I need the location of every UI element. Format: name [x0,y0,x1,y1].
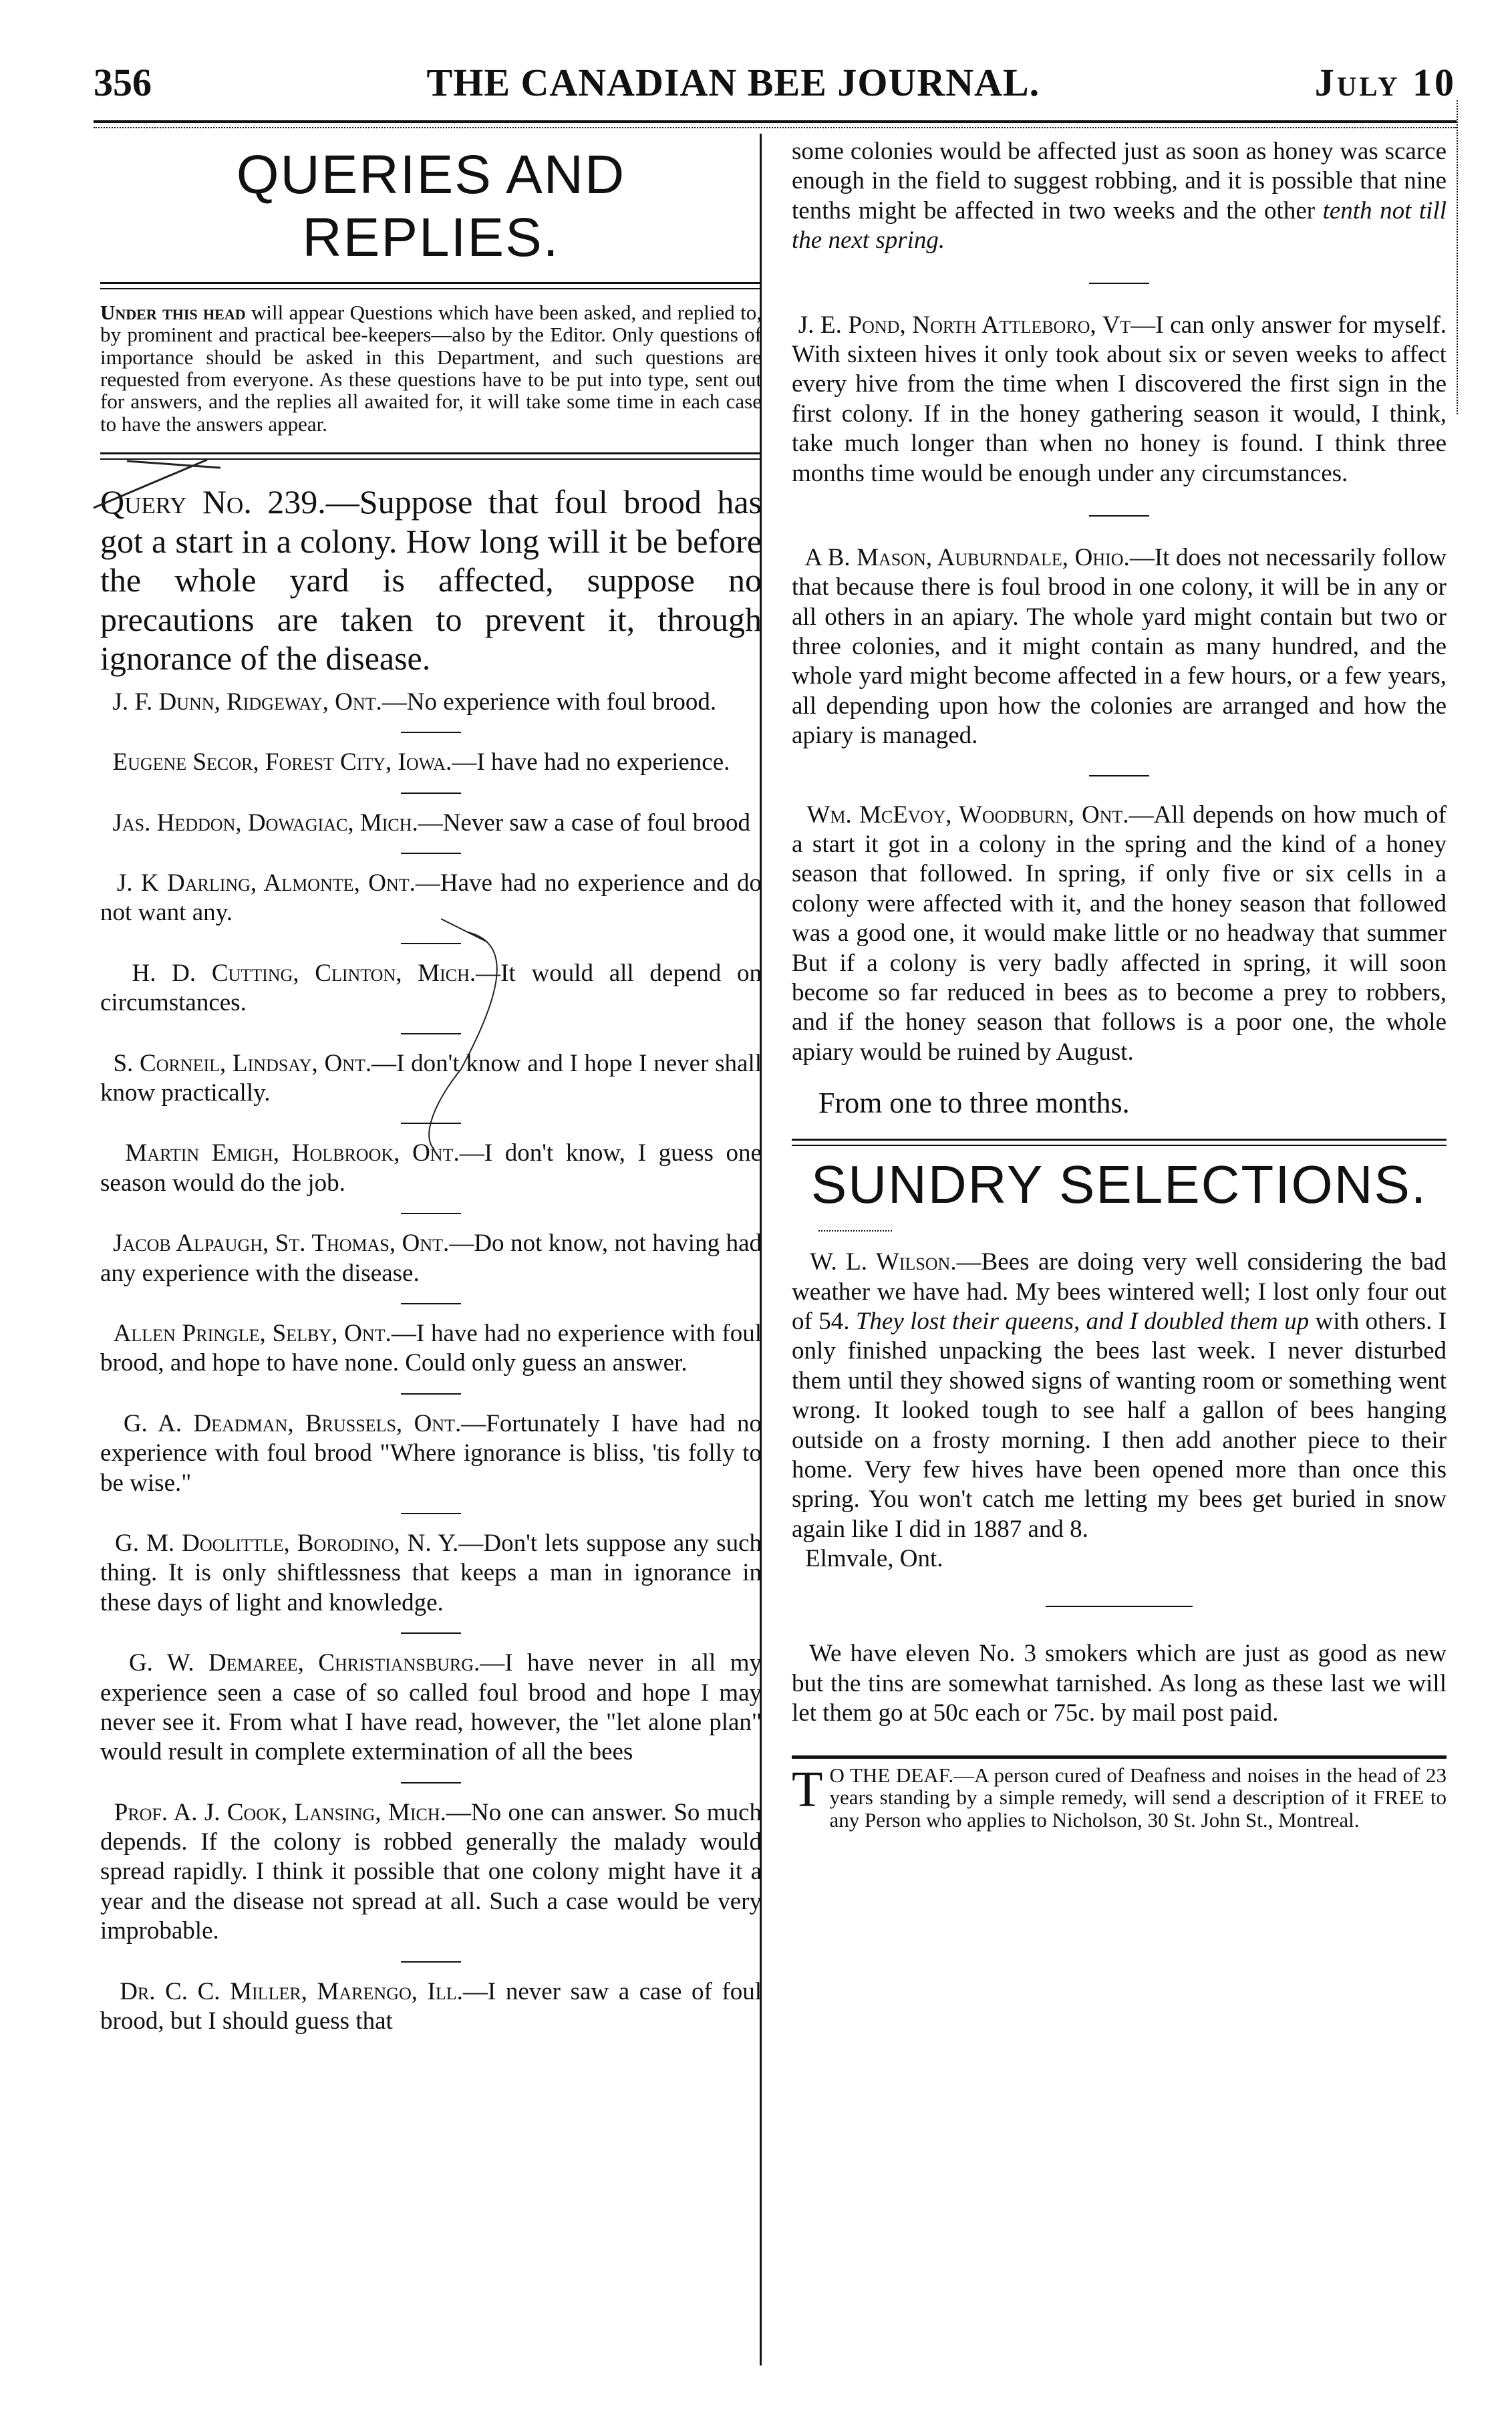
reply-author: J. K Darling, Almonte, Ont. [116,869,416,897]
intro-text: will appear Questions which have been asked, and replied to, by prominent and practical bee-keepers—also by the Editor. Only questions of importance should be asked in this Department, and such questions are requested from everyone. As these questions have to be put into type, sent out for answers, and the replies all awaited for, it will take some time in each case to have the answers appear. [100,300,762,436]
divider [401,943,461,944]
reply-mcevoy [792,801,1447,1068]
reply-text: —All depends on how much of a start it got in a colony in the spring and the kind of a honey season that followed. In spring, if only five or six cells in a colony were affected with it, and the honey season that followed was a good one, it would make little or no headway that summer But if a colony is very badly affected in spring, it will soon become so far reduced in bees as to become a prey to robbers, and if the honey season that follows is a poor one, the whole apiary would be ruined by August. [792,801,1447,1066]
reply-text: —Don't lets suppose any such thing. It is only shiftlessness that keeps a man in ignorance in these days of light and knowledge. [100,1529,762,1616]
reply-heddon [100,809,762,838]
reply-text: —Have had no experience and do not want any. [100,869,762,927]
reply-miller [100,1977,762,2037]
margin-dotted-edge [1457,100,1458,414]
reply-text: —I have never in all my experience seen a case of so called foul brood and hope I may never see it. From what I have read, however, the "let alone plan" would result in complete extermination of all the bees [100,1649,762,1766]
reply-author: G. M. Doolittle, Borodino, N. Y. [115,1529,459,1557]
smokers-notice [792,1639,1447,1728]
divider [401,1123,461,1124]
reply-text: —Do not know, not having had any experience with the disease. [100,1230,762,1287]
queries-intro [100,301,762,436]
divider [401,793,461,794]
reply-text: —No experience with foul brood. [382,688,717,716]
reply-text: —I never saw a case of foul brood, but I should guess that [100,1977,762,2035]
reply-author: J. F. Dunn, Ridgeway, Ont. [112,688,382,716]
reply-author: G. W. Demaree, Christiansburg. [128,1649,480,1677]
section-double-rule [792,1139,1447,1146]
reply-author: Prof. A. J. Cook, Lansing, Mich. [114,1798,446,1826]
divider [1089,283,1149,284]
reply-text: —I have had no experience with foul brood, and hope to have none. Could only guess an answer. [100,1319,762,1377]
intro-double-rule [100,452,762,460]
reply-author: Allen Pringle, Selby, Ont. [113,1319,392,1347]
divider [401,732,461,733]
reply-author: Martin Emigh, Holbrook, Ont. [125,1139,460,1167]
reply-text: —I have had no experience. [452,748,730,776]
continuation-italic: tenth not till the next spring. [792,196,1447,255]
reply-corneil [100,1049,762,1109]
editor-verdict: From one to three months. [818,1087,1130,1120]
reply-secor [100,748,762,777]
reply-darling [100,869,762,928]
letter-text: —Bees are doing very well considering the bad weather we have had. My bees wintered well; I lost only four out of 54. [792,1248,1447,1335]
deaf-text: O THE DEAF.—A person cured of Deafness and noises in the head of 23 years standing by a simple remedy, will send a description of it FREE to any Person who applies to Nicholson, 30 St. John St., Montreal. [829,1763,1447,1832]
reply-author: G. A. Deadman, Brussels, Ont. [123,1409,462,1437]
divider [1046,1606,1193,1607]
sundry-title: SUNDRY SELECTIONS. [810,1155,1428,1215]
reply-text: —I don't know, I guess one season would do the job. [100,1139,762,1197]
reply-miller-continued [792,137,1447,256]
right-column [792,137,1447,1831]
reply-doolittle [100,1529,762,1618]
query-text: —Suppose that foul brood has got a start in a colony. How long will it be before the whole yard is affected, suppose no precautions are taken to prevent it, through ignorance of the disease. [100,483,762,678]
reply-dunn [100,688,762,717]
reply-mason [792,543,1447,751]
reply-deadman [100,1409,762,1498]
reply-pond [792,311,1447,488]
title-double-rule [100,282,762,289]
dropcap-letter: T [792,1761,823,1818]
reply-author: Eugene Secor, Forest City, Iowa. [112,748,452,776]
divider [401,853,461,854]
notice-rule [792,1755,1447,1759]
reply-text: —Fortunately I have had no experience with foul brood "Where ignorance is bliss, 'tis folly to be wise." [100,1409,762,1497]
reply-text: —It would all depend on circumstances. [100,959,762,1017]
issue-date: July 10 [1314,61,1457,104]
smokers-text: We have eleven No. 3 smokers which are just as good as new but the tins are somewhat tarnished. As long as these last we will let them go at 50c each or 75c. by mail post paid. [792,1640,1447,1727]
letter-italic: They lost their queens, and I doubled them up [855,1307,1310,1335]
reply-cutting [100,959,762,1018]
divider [401,1513,461,1514]
divider [401,1393,461,1395]
reply-text: —No one can answer. So much depends. If the colony is robbed generally the malady would spread rapidly. I think it possible that one colony might have it a year and the disease not spread at all. Such a case would be very improbable. [100,1798,762,1945]
reply-author: Jas. Heddon, Dowagiac, Mich. [112,809,418,837]
reply-text: —I don't know and I hope I never shall know practically. [100,1049,762,1107]
deaf-notice [792,1761,1447,1832]
reply-author: Dr. C. C. Miller, Marengo, Ill. [120,1977,463,2005]
reply-author: Wm. McEvoy, Woodburn, Ont. [806,801,1129,829]
continuation-text: some colonies would be affected just as soon as honey was scarce enough in the field to suggest robbing, and it is possible that nine tenths might be affected in two weeks and the other [792,138,1447,225]
spacer [792,1729,1447,1755]
dotted-divider [818,1230,892,1232]
reply-demaree [100,1649,762,1767]
divider [1089,515,1149,517]
reply-cook [100,1798,762,1947]
divider [401,1782,461,1783]
header-dotted-rule [94,127,1457,128]
reply-emigh [100,1139,762,1198]
running-head [94,60,1457,114]
divider [401,1961,461,1963]
header-rule [94,120,1457,123]
divider [401,1033,461,1034]
wilson-letter [792,1248,1447,1544]
page-number: 356 [94,61,152,104]
divider [401,1303,461,1304]
reply-text: —Never saw a case of foul brood [418,809,751,837]
reply-author: S. Corneil, Lindsay, Ont. [113,1049,372,1077]
reply-text: —It does not necessarily follow that because there is foul brood in one colony, it will be in any or all others in an apiary. The whole yard might contain but two or three colonies, and it might contain as many hundred, and the whole yard might become affected in a few hours, or a few years, all depending upon how the colonies are arranged and how the apiary is managed. [792,543,1447,750]
journal-title: THE CANADIAN BEE JOURNAL. [426,61,1040,104]
reply-text: —I can only answer for myself. With sixteen hives it only took about six or seven weeks to affect every hive from the time when I discovered the first sign in the first colony. If in the honey gathering season it would, I think, take much longer than when no honey is found. I think three months time would be enough under any circumstances. [792,311,1447,487]
query-label: Query No. 239. [100,483,326,521]
reply-author: Jacob Alpaugh, St. Thomas, Ont. [113,1230,450,1258]
reply-alpaugh [100,1229,762,1288]
left-column [100,137,762,2036]
divider [401,1213,461,1214]
letter-place: Elmvale, Ont. [805,1545,943,1573]
reply-author: J. E. Pond, North Attleboro, Vt [798,311,1131,339]
divider [401,1632,461,1634]
queries-title: QUERIES AND REPLIES. [236,144,626,269]
reply-pringle [100,1319,762,1379]
intro-lead: Under this head [100,300,246,324]
divider [1089,775,1149,776]
query-239 [100,482,762,678]
reply-author: A B. Mason, Auburndale, Ohio. [804,543,1130,571]
letter-text-2: with others. I only finished unpacking the bees last week. I never disturbed them until they showed signs of wanting room or something went wrong. It looked tough to see half a gallon of bees hanging outside on a frosty morning. I then add another piece to their home. Very few hives have been opened more than once this spring. You won't catch me letting my bees get buried in snow again like I did in 1887 and 8. [792,1307,1447,1543]
reply-author: H. D. Cutting, Clinton, Mich. [132,959,476,987]
letter-author: W. L. Wilson. [809,1248,957,1276]
